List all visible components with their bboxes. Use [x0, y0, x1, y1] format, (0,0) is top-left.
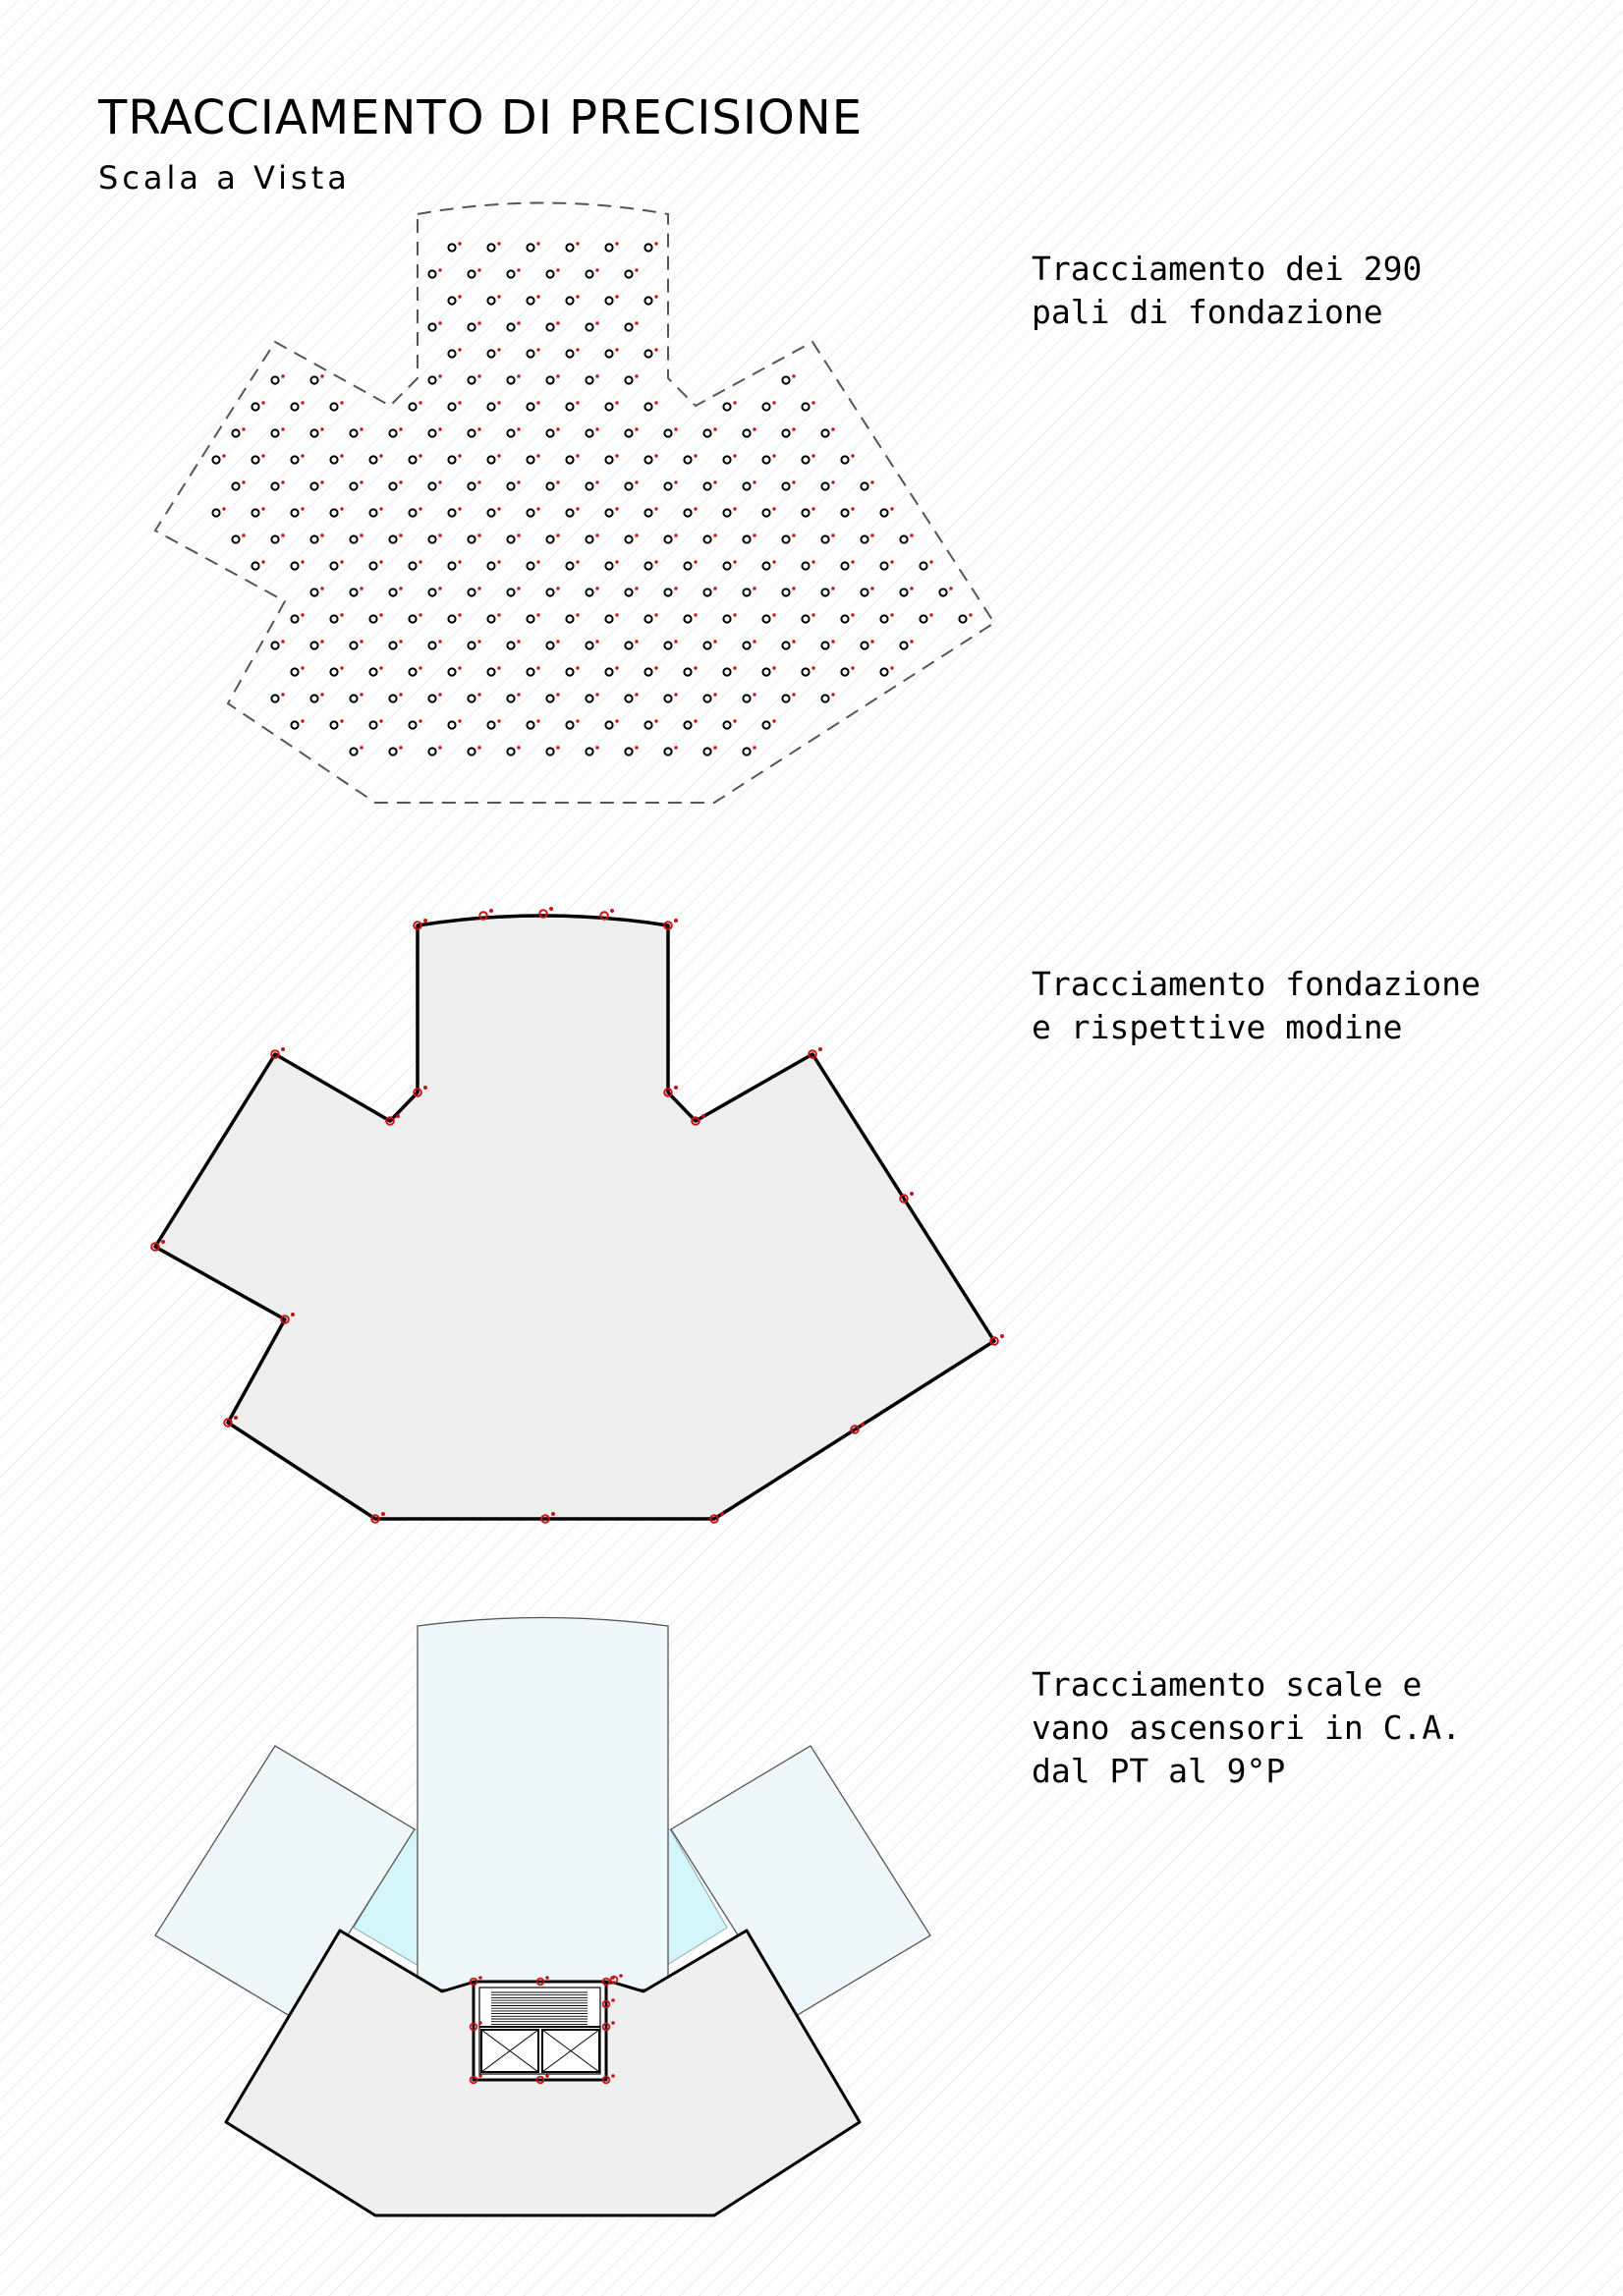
pile-marker: [409, 560, 421, 569]
pile-marker: [782, 374, 795, 383]
pile-marker: [468, 533, 480, 542]
pile-marker: [271, 693, 284, 701]
pile-marker: [802, 560, 814, 569]
pile-marker: [448, 295, 461, 304]
pile-marker: [428, 374, 441, 383]
pile-marker: [310, 533, 323, 542]
pile-marker: [743, 533, 756, 542]
pile-marker: [802, 507, 814, 516]
caption-line: Tracciamento scale e: [1032, 1665, 1423, 1704]
stair-elevator-core: [474, 1982, 606, 2080]
pile-marker: [487, 613, 500, 622]
pile-marker: [821, 533, 834, 542]
pile-marker: [723, 666, 736, 675]
pile-marker: [546, 374, 559, 383]
pile-marker: [507, 427, 520, 436]
pile-marker: [507, 587, 520, 595]
pile-marker: [468, 746, 480, 755]
pile-marker: [212, 454, 225, 463]
pile-marker: [330, 454, 343, 463]
pile-marker: [723, 719, 736, 728]
pile-marker: [448, 560, 461, 569]
pile-marker: [605, 454, 618, 463]
pile-marker: [350, 480, 363, 489]
pile-marker: [527, 295, 539, 304]
pile-marker: [468, 587, 480, 595]
pile-marker: [861, 640, 873, 648]
pile-marker: [527, 719, 539, 728]
pile-marker: [546, 533, 559, 542]
pile-marker: [664, 533, 677, 542]
caption-line: Tracciamento dei 290: [1032, 250, 1423, 288]
pile-marker: [762, 666, 775, 675]
pile-marker: [527, 507, 539, 516]
pile-marker: [664, 427, 677, 436]
pile-marker: [625, 427, 638, 436]
pile-marker: [350, 587, 363, 595]
pile-marker: [684, 613, 697, 622]
pile-marker: [821, 587, 834, 595]
pile-marker: [605, 507, 618, 516]
pile-marker: [743, 427, 756, 436]
pile-marker: [664, 693, 677, 701]
pile-marker: [271, 427, 284, 436]
pile-marker: [802, 613, 814, 622]
pile-marker: [625, 533, 638, 542]
pile-marker: [644, 295, 657, 304]
pile-marker: [369, 613, 382, 622]
pile-marker: [762, 613, 775, 622]
pile-marker: [409, 613, 421, 622]
pile-marker: [389, 746, 402, 755]
pile-marker: [546, 480, 559, 489]
pile-marker: [644, 454, 657, 463]
pile-marker: [664, 480, 677, 489]
pile-marker: [586, 480, 598, 489]
pile-marker: [291, 666, 304, 675]
pile-marker: [644, 401, 657, 410]
pile-marker: [527, 401, 539, 410]
pile-marker: [566, 348, 579, 357]
pile-marker: [723, 613, 736, 622]
pile-marker: [350, 746, 363, 755]
pile-marker: [605, 295, 618, 304]
pile-marker: [232, 533, 245, 542]
pile-marker: [291, 401, 304, 410]
pile-marker: [703, 480, 716, 489]
pile-marker: [644, 719, 657, 728]
pile-marker: [880, 666, 893, 675]
pile-marker: [507, 374, 520, 383]
pile-marker: [821, 693, 834, 701]
pile-marker: [389, 587, 402, 595]
pile-marker: [291, 560, 304, 569]
pile-marker: [448, 401, 461, 410]
pile-marker: [487, 454, 500, 463]
pile-marker: [762, 454, 775, 463]
pile-marker: [605, 348, 618, 357]
pile-marker: [468, 427, 480, 436]
pile-marker: [310, 640, 323, 648]
pile-marker: [920, 613, 932, 622]
pile-marker: [527, 348, 539, 357]
caption-line: vano ascensori in C.A.: [1032, 1708, 1462, 1747]
pile-marker: [507, 746, 520, 755]
pile-marker: [310, 587, 323, 595]
pile-marker: [743, 640, 756, 648]
pile-marker: [605, 719, 618, 728]
pile-marker: [350, 427, 363, 436]
pile-marker: [448, 348, 461, 357]
pile-marker: [310, 480, 323, 489]
pile-marker: [291, 454, 304, 463]
pile-marker: [546, 640, 559, 648]
pile-marker: [389, 480, 402, 489]
plan-piles: [155, 203, 994, 804]
pile-marker: [841, 666, 854, 675]
pile-marker: [546, 693, 559, 701]
pile-marker: [271, 533, 284, 542]
pile-marker: [212, 507, 225, 516]
pile-marker: [409, 507, 421, 516]
pile-marker: [880, 507, 893, 516]
pile-marker: [252, 454, 264, 463]
pile-marker: [310, 693, 323, 701]
pile-marker: [821, 640, 834, 648]
pile-marker: [428, 746, 441, 755]
pile-marker: [802, 401, 814, 410]
pile-marker: [861, 587, 873, 595]
pile-marker: [350, 533, 363, 542]
pile-marker: [232, 427, 245, 436]
pile-marker: [409, 454, 421, 463]
pile-marker: [369, 560, 382, 569]
pile-marker: [350, 640, 363, 648]
pile-marker: [527, 454, 539, 463]
pile-marker: [389, 693, 402, 701]
page-title: TRACCIAMENTO DI PRECISIONE: [98, 90, 864, 145]
pile-marker: [861, 533, 873, 542]
pile-marker: [586, 587, 598, 595]
pile-marker: [448, 613, 461, 622]
pile-marker: [782, 533, 795, 542]
pile-marker: [880, 613, 893, 622]
pile-marker: [527, 613, 539, 622]
pile-marker: [880, 560, 893, 569]
pile-marker: [448, 507, 461, 516]
pile-marker: [586, 268, 598, 277]
caption-line: pali di fondazione: [1032, 293, 1383, 331]
pile-marker: [684, 666, 697, 675]
pile-marker: [625, 321, 638, 330]
pile-marker: [448, 454, 461, 463]
pile-grid: [212, 242, 972, 755]
pile-marker: [291, 719, 304, 728]
pile-marker: [644, 613, 657, 622]
pile-marker: [782, 480, 795, 489]
pile-marker: [546, 746, 559, 755]
pile-marker: [723, 507, 736, 516]
pile-marker: [625, 374, 638, 383]
pile-marker: [546, 427, 559, 436]
pile-marker: [723, 560, 736, 569]
caption-line: Tracciamento fondazione: [1032, 965, 1481, 1003]
pile-marker: [703, 640, 716, 648]
pile-marker: [586, 693, 598, 701]
page-subtitle: Scala a Vista: [98, 159, 351, 196]
pile-marker: [762, 719, 775, 728]
pile-marker: [507, 533, 520, 542]
pile-marker: [468, 321, 480, 330]
pile-marker: [684, 719, 697, 728]
pile-marker: [330, 560, 343, 569]
pile-marker: [468, 268, 480, 277]
pile-marker: [920, 560, 932, 569]
pile-marker: [625, 587, 638, 595]
pile-marker: [487, 348, 500, 357]
pile-marker: [644, 560, 657, 569]
pile-marker: [586, 321, 598, 330]
pile-marker: [566, 613, 579, 622]
pile-marker: [330, 719, 343, 728]
pile-marker: [586, 640, 598, 648]
pile-marker: [428, 587, 441, 595]
pile-marker: [743, 693, 756, 701]
pile-marker: [487, 560, 500, 569]
pile-marker: [409, 666, 421, 675]
pile-marker: [487, 719, 500, 728]
pile-marker: [232, 480, 245, 489]
pile-marker: [428, 321, 441, 330]
pile-marker: [743, 587, 756, 595]
pile-marker: [527, 560, 539, 569]
pile-marker: [821, 480, 834, 489]
pile-marker: [743, 480, 756, 489]
pile-marker: [684, 454, 697, 463]
piles-boundary: [155, 203, 994, 804]
pile-marker: [586, 746, 598, 755]
pile-marker: [428, 268, 441, 277]
pile-marker: [566, 401, 579, 410]
foundation-outline: [155, 916, 994, 1519]
pile-marker: [566, 719, 579, 728]
pile-marker: [448, 666, 461, 675]
pile-marker: [271, 374, 284, 383]
pile-marker: [664, 640, 677, 648]
pile-marker: [625, 693, 638, 701]
pile-marker: [468, 693, 480, 701]
pile-marker: [487, 295, 500, 304]
pile-marker: [428, 480, 441, 489]
pile-marker: [487, 401, 500, 410]
pile-marker: [684, 560, 697, 569]
pile-marker: [605, 560, 618, 569]
pile-marker: [546, 321, 559, 330]
pile-marker: [644, 348, 657, 357]
pile-marker: [821, 427, 834, 436]
pile-marker: [487, 507, 500, 516]
pile-marker: [527, 666, 539, 675]
pile-marker: [330, 613, 343, 622]
pile-marker: [252, 507, 264, 516]
pile-marker: [310, 374, 323, 383]
pile-marker: [468, 640, 480, 648]
pile-marker: [703, 533, 716, 542]
pile-marker: [802, 454, 814, 463]
pile-marker: [586, 427, 598, 436]
pile-marker: [605, 401, 618, 410]
pile-marker: [782, 640, 795, 648]
pile-marker: [409, 401, 421, 410]
pile-marker: [684, 507, 697, 516]
pile-marker: [644, 242, 657, 251]
plan-foundation: [151, 907, 1004, 1523]
pile-marker: [703, 427, 716, 436]
pile-marker: [389, 427, 402, 436]
pile-marker: [723, 401, 736, 410]
pile-marker: [428, 427, 441, 436]
pile-marker: [252, 560, 264, 569]
pile-marker: [271, 480, 284, 489]
pile-marker: [605, 613, 618, 622]
pile-marker: [428, 533, 441, 542]
pile-marker: [409, 719, 421, 728]
pile-marker: [566, 295, 579, 304]
pile-marker: [507, 268, 520, 277]
pile-marker: [841, 560, 854, 569]
pile-marker: [664, 587, 677, 595]
pile-marker: [507, 640, 520, 648]
pile-marker: [527, 242, 539, 251]
pile-marker: [782, 427, 795, 436]
pile-marker: [330, 666, 343, 675]
pile-marker: [448, 242, 461, 251]
pile-marker: [861, 480, 873, 489]
pile-marker: [566, 454, 579, 463]
pile-marker: [644, 666, 657, 675]
pile-marker: [900, 640, 913, 648]
pile-marker: [762, 401, 775, 410]
pile-marker: [350, 693, 363, 701]
pile-marker: [703, 587, 716, 595]
pile-marker: [369, 719, 382, 728]
pile-marker: [369, 454, 382, 463]
pile-marker: [330, 507, 343, 516]
pile-marker: [762, 560, 775, 569]
pile-marker: [743, 746, 756, 755]
pile-marker: [369, 507, 382, 516]
pile-marker: [841, 507, 854, 516]
pile-marker: [369, 666, 382, 675]
pile-marker: [802, 666, 814, 675]
pile-marker: [487, 242, 500, 251]
pile-marker: [605, 666, 618, 675]
pile-marker: [900, 533, 913, 542]
pile-marker: [762, 507, 775, 516]
pile-marker: [428, 640, 441, 648]
pile-marker: [291, 613, 304, 622]
pile-marker: [959, 613, 972, 622]
pile-marker: [644, 507, 657, 516]
pile-marker: [468, 480, 480, 489]
pile-marker: [566, 560, 579, 569]
pile-marker: [664, 746, 677, 755]
pile-marker: [625, 268, 638, 277]
pile-marker: [507, 480, 520, 489]
pile-marker: [310, 427, 323, 436]
pile-marker: [330, 401, 343, 410]
pile-marker: [939, 587, 952, 595]
pile-marker: [389, 640, 402, 648]
pile-marker: [566, 507, 579, 516]
pile-marker: [703, 746, 716, 755]
pile-marker: [625, 480, 638, 489]
pile-marker: [448, 719, 461, 728]
plan-core: [155, 1618, 930, 2216]
pile-marker: [507, 693, 520, 701]
pile-marker: [900, 587, 913, 595]
pile-marker: [566, 242, 579, 251]
pile-marker: [428, 693, 441, 701]
caption-line: dal PT al 9°P: [1032, 1752, 1286, 1790]
pile-marker: [723, 454, 736, 463]
pile-marker: [546, 587, 559, 595]
pile-marker: [546, 268, 559, 277]
pile-marker: [703, 693, 716, 701]
pile-marker: [566, 666, 579, 675]
pile-marker: [389, 533, 402, 542]
tower-block: [418, 1618, 668, 1990]
pile-marker: [605, 242, 618, 251]
pile-marker: [468, 374, 480, 383]
pile-marker: [782, 693, 795, 701]
pile-marker: [841, 454, 854, 463]
caption-line: e rispettive modine: [1032, 1008, 1403, 1046]
pile-marker: [625, 746, 638, 755]
pile-marker: [291, 507, 304, 516]
pile-marker: [841, 613, 854, 622]
pile-marker: [271, 640, 284, 648]
pile-marker: [586, 374, 598, 383]
pile-marker: [586, 533, 598, 542]
pile-marker: [252, 401, 264, 410]
pile-marker: [625, 640, 638, 648]
pile-marker: [507, 321, 520, 330]
pile-marker: [782, 587, 795, 595]
pile-marker: [487, 666, 500, 675]
